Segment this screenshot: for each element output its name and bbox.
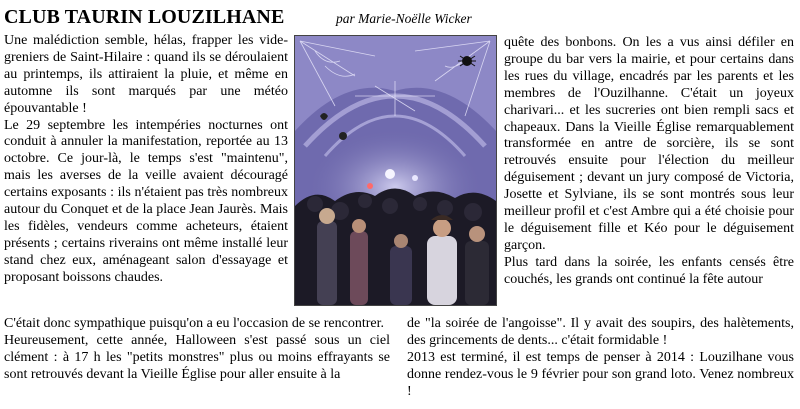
paragraph: de "la soirée de l'angoisse". Il y avait des soupirs, des halètements, des grincements de dents... c'était formidable ! — [407, 316, 794, 348]
bottom-left-column — [4, 316, 390, 384]
halloween-party-photo — [294, 35, 497, 306]
paragraph: Une malédiction semble, hélas, frapper les vide-greniers de Saint-Hilaire : quand ils se déroulaient au printemps, ils attiraient la pluie, et même en automne ils sont marqués par une météo épouvantable ! — [4, 33, 288, 116]
paragraph: C'était donc sympathique puisqu'on a eu l'occasion de se rencontrer. — [4, 316, 385, 331]
paragraph: Plus tard dans la soirée, les enfants censés être couchés, les grands ont continué la fête autour — [504, 254, 794, 287]
paragraph: Heureusement, cette année, Halloween s'est passé sous un ciel clément : à 17 h les "petits monstres" plus ou moins effrayants se sont retrouvés devant la Vieille Église pour aller ensuite à la — [4, 332, 390, 382]
left-column — [4, 33, 288, 287]
paragraph: Le 29 septembre les intempéries nocturnes ont conduit à annuler la manifestation, reportée au 13 octobre. Ce jour-là, le temps s'est "maintenu", mais les averses de la veille avaient découragé certains exposants : ils n'étaient pas très nombreux autour du Conquet et de la place Jean Jaurès. Mais les fidèles, vendeurs comme acheteurs, étaient présents ; certains riverains ont même installé leur stand chez eux, aménageant salon d'essayage et proposant boissons chaudes. — [4, 117, 288, 285]
article-byline: par Marie-Noëlle Wicker — [336, 11, 472, 26]
bottom-right-column — [407, 316, 794, 401]
photo-illustration — [295, 36, 496, 305]
article-title: CLUB TAURIN LOUZILHANE — [4, 6, 285, 28]
paragraph: 2013 est terminé, il est temps de penser à 2014 : Louzilhane vous donne rendez-vous le 9 février pour son grand loto. Venez nombreux ! — [407, 349, 794, 399]
paragraph: quête des bonbons. On les a vus ainsi défiler en groupe du bar vers la mairie, et pour certains dans les rues du village, encadrés par les parents et les membres de l'Ouzilhanne. C'était un joyeux charivari... et les sucreries ont bien rempli sacs et chapeaux. Dans la Vieille Église remarquablement transformée en antre de sorcière, ils se sont retrouvés ensuite pour l'élection du meilleur déguisement ; devant un jury composé de Victoria, Josette et Sylviane, ils se sont montrés sous leur meilleur profil et c'est Ambre qui a été choisie pour le déguisement fille et Kéo pour le déguisement garçon. — [504, 35, 794, 253]
right-column — [504, 35, 794, 289]
